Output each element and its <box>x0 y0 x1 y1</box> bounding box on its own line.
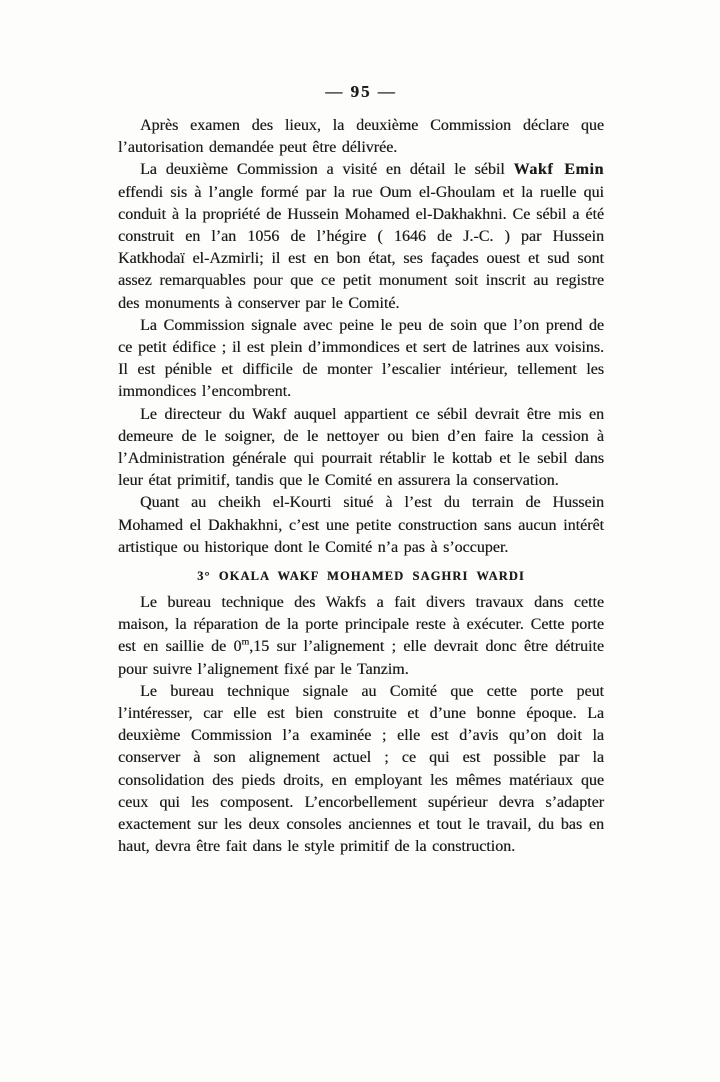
superscript-metre: m <box>241 637 250 649</box>
paragraph-apres-examen: Après examen des lieux, la deuxième Commission déclare que l’autorisation demandée peut être délivrée. <box>118 117 604 157</box>
paragraph-text: Le bureau technique des Wakfs a fait divers travaux dans cette maison, la réparation de la porte principale reste à exécuter. Cette porte est en saillie de 0 <box>118 594 604 656</box>
paragraph-bureau-technique-porte: Le bureau technique signale au Comité que cette porte peut l’intéresser, car elle est bien construite et d’une bonne époque. La deuxième Commission l’a examinée ; elle est d’avis qu’on doit la conserver à son alignement actuel ; ce qui est possible par la consolidation des pieds droits, en employant les mêmes matériaux que ceux qui les composent. L’encorbellement supérieur devra s’adapter exactement sur les deux consoles anciennes et tout le travail, du bas en haut, devra être fait dans le style primitif de la construction. <box>118 682 604 856</box>
paragraph-sebil-wakf-emin <box>118 159 604 314</box>
paragraph-text: ,15 sur l’alignement ; elle devrait donc être détruite pour suivre l’alignement fixé par le Tanzim. <box>118 638 605 678</box>
page-number-header: — 95 — <box>325 82 397 101</box>
paragraph-commission-signale: La Commission signale avec peine le peu de soin que l’on prend de ce petit édifice ; il est plein d’immondices et sert de latrines aux voisins. Il est pénible et difficile de monter l’escalier intérieur, tellement les immondices l’encombrent. <box>118 316 604 401</box>
paragraph-text: La deuxième Commission a visité en détail le sébil <box>140 161 514 179</box>
paragraph-cheikh-el-kourti: Quant au cheikh el-Kourti situé à l’est du terrain de Hussein Mohamed el Dakhakhni, c’est une petite construction sans aucun intérêt artistique ou historique dont le Comité n’a pas à s’occuper. <box>118 494 604 556</box>
section-heading-okala-wakf: 3° OKALA WAKF MOHAMED SAGHRI WARDI <box>197 569 525 584</box>
text-block <box>118 82 604 859</box>
paragraph-text: effendi sis à l’angle formé par la rue Oum el-Ghoulam et la ruelle qui conduit à la propriété de Hussein Mohamed el-Dakhakhni. Ce sébil a été construit en l’an 1056 de l’hégire ( 1646 de J.-C. ) par Hussein Katkhodaï el-Azmirli; il est en bon état, ses façades ouest et sud sont assez remarquables pour que ce petit monument soit inscrit au registre des monuments à conserver par le Comité. <box>118 183 604 312</box>
paragraph-bureau-technique-travaux <box>118 592 604 681</box>
paragraph-directeur-wakf: Le directeur du Wakf auquel appartient ce sébil devrait être mis en demeure de le soigner, de le nettoyer ou bien d’en faire la cession à l’Administration générale qui pourrait rétablir le kottab et le sebil dans leur état primitif, tandis que le Comité en assurera la conservation. <box>118 405 604 490</box>
emphasized-name-wakf-emin: Wakf Emin <box>513 161 604 179</box>
